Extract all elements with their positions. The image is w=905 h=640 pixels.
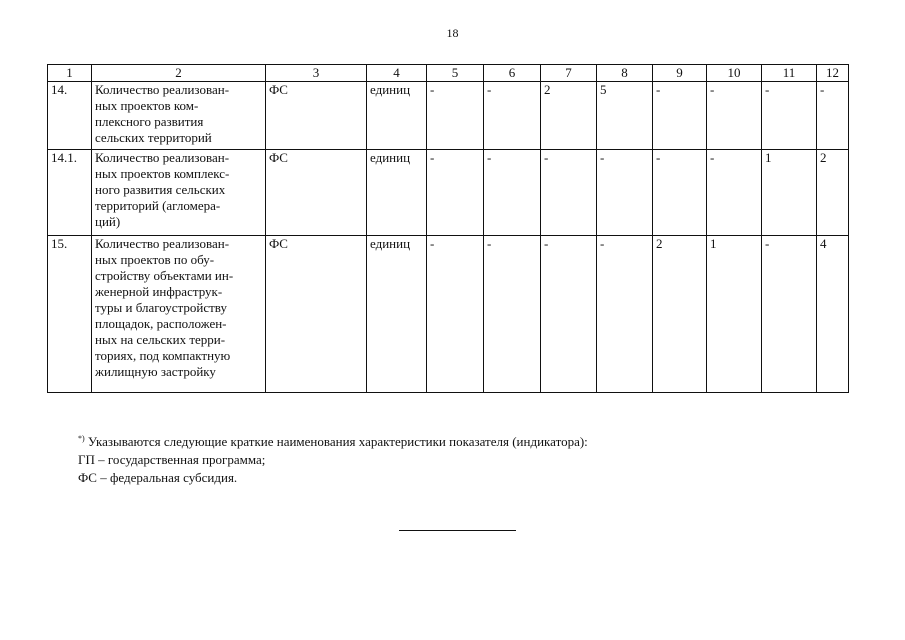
value-cell: 4 <box>817 236 849 393</box>
row-number: 14.1. <box>48 150 92 236</box>
value-cell: 2 <box>653 236 707 393</box>
value-cell: - <box>484 236 541 393</box>
value-cell: - <box>762 236 817 393</box>
indicator-characteristic: ФС <box>266 236 367 393</box>
closing-rule <box>399 530 516 531</box>
indicator-name-line: жилищную застройку <box>95 364 216 379</box>
indicator-name-line: Количество реализован- <box>95 82 230 97</box>
value-cell: - <box>597 236 653 393</box>
value-cell: - <box>484 82 541 150</box>
column-header: 9 <box>653 65 707 82</box>
indicator-name-line: ных на сельских терри- <box>95 332 226 347</box>
indicator-name-line: ных проектов ком- <box>95 98 199 113</box>
page-number: 18 <box>446 26 459 40</box>
table-row <box>48 236 849 393</box>
value-cell: - <box>541 236 597 393</box>
unit-cell: единиц <box>367 236 427 393</box>
column-header: 5 <box>427 65 484 82</box>
column-header: 12 <box>817 65 849 82</box>
value-cell: - <box>427 150 484 236</box>
value-cell: 1 <box>762 150 817 236</box>
table-header-row <box>48 65 849 82</box>
value-cell: - <box>762 82 817 150</box>
value-cell: - <box>597 150 653 236</box>
column-header: 4 <box>367 65 427 82</box>
value-cell: - <box>707 150 762 236</box>
footnote-line: ГП – государственная программа; <box>78 452 266 467</box>
indicator-name <box>92 82 266 150</box>
value-cell: - <box>484 150 541 236</box>
value-cell: 2 <box>817 150 849 236</box>
indicator-name-line: женерной инфраструк- <box>95 284 223 299</box>
table-row <box>48 82 849 150</box>
footnote-text: Указываются следующие краткие наименования характеристики показателя (индикатора): <box>87 434 588 449</box>
value-cell: - <box>427 236 484 393</box>
indicator-name <box>92 236 266 393</box>
unit-cell: единиц <box>367 82 427 150</box>
column-header: 6 <box>484 65 541 82</box>
column-header: 8 <box>597 65 653 82</box>
value-cell: - <box>707 82 762 150</box>
column-header: 10 <box>707 65 762 82</box>
value-cell: - <box>427 82 484 150</box>
row-number: 15. <box>48 236 92 393</box>
value-cell: - <box>653 82 707 150</box>
indicator-name-line: сельских территорий <box>95 130 212 145</box>
row-number: 14. <box>48 82 92 150</box>
footnote-marker: *) <box>78 434 85 443</box>
indicator-name-line: площадок, расположен- <box>95 316 227 331</box>
table-row <box>48 150 849 236</box>
indicator-name-line: ториях, под компактную <box>95 348 231 363</box>
footnote-line: ФС – федеральная субсидия. <box>78 470 238 485</box>
indicators-table <box>47 64 849 393</box>
column-header: 7 <box>541 65 597 82</box>
unit-cell: единиц <box>367 150 427 236</box>
footnote-line <box>78 430 588 451</box>
indicator-name-line: туры и благоустройству <box>95 300 227 315</box>
value-cell: - <box>541 150 597 236</box>
indicator-name-line: стройству объектами ин- <box>95 268 234 283</box>
indicator-name-line: ций) <box>95 214 121 229</box>
value-cell: - <box>653 150 707 236</box>
value-cell: 2 <box>541 82 597 150</box>
indicator-name-line: ного развития сельских <box>95 182 226 197</box>
indicator-name <box>92 150 266 236</box>
footnote <box>78 430 588 487</box>
column-header: 1 <box>48 65 92 82</box>
indicator-name-line: Количество реализован- <box>95 150 230 165</box>
value-cell: - <box>817 82 849 150</box>
indicator-name-line: ных проектов по обу- <box>95 252 215 267</box>
indicator-name-line: территорий (агломера- <box>95 198 221 213</box>
value-cell: 5 <box>597 82 653 150</box>
indicator-name-line: Количество реализован- <box>95 236 230 251</box>
indicator-characteristic: ФС <box>266 150 367 236</box>
indicator-name-line: ных проектов комплекс- <box>95 166 230 181</box>
value-cell: 1 <box>707 236 762 393</box>
indicator-characteristic: ФС <box>266 82 367 150</box>
column-header: 3 <box>266 65 367 82</box>
column-header: 11 <box>762 65 817 82</box>
indicator-name-line: плексного развития <box>95 114 204 129</box>
column-header: 2 <box>92 65 266 82</box>
